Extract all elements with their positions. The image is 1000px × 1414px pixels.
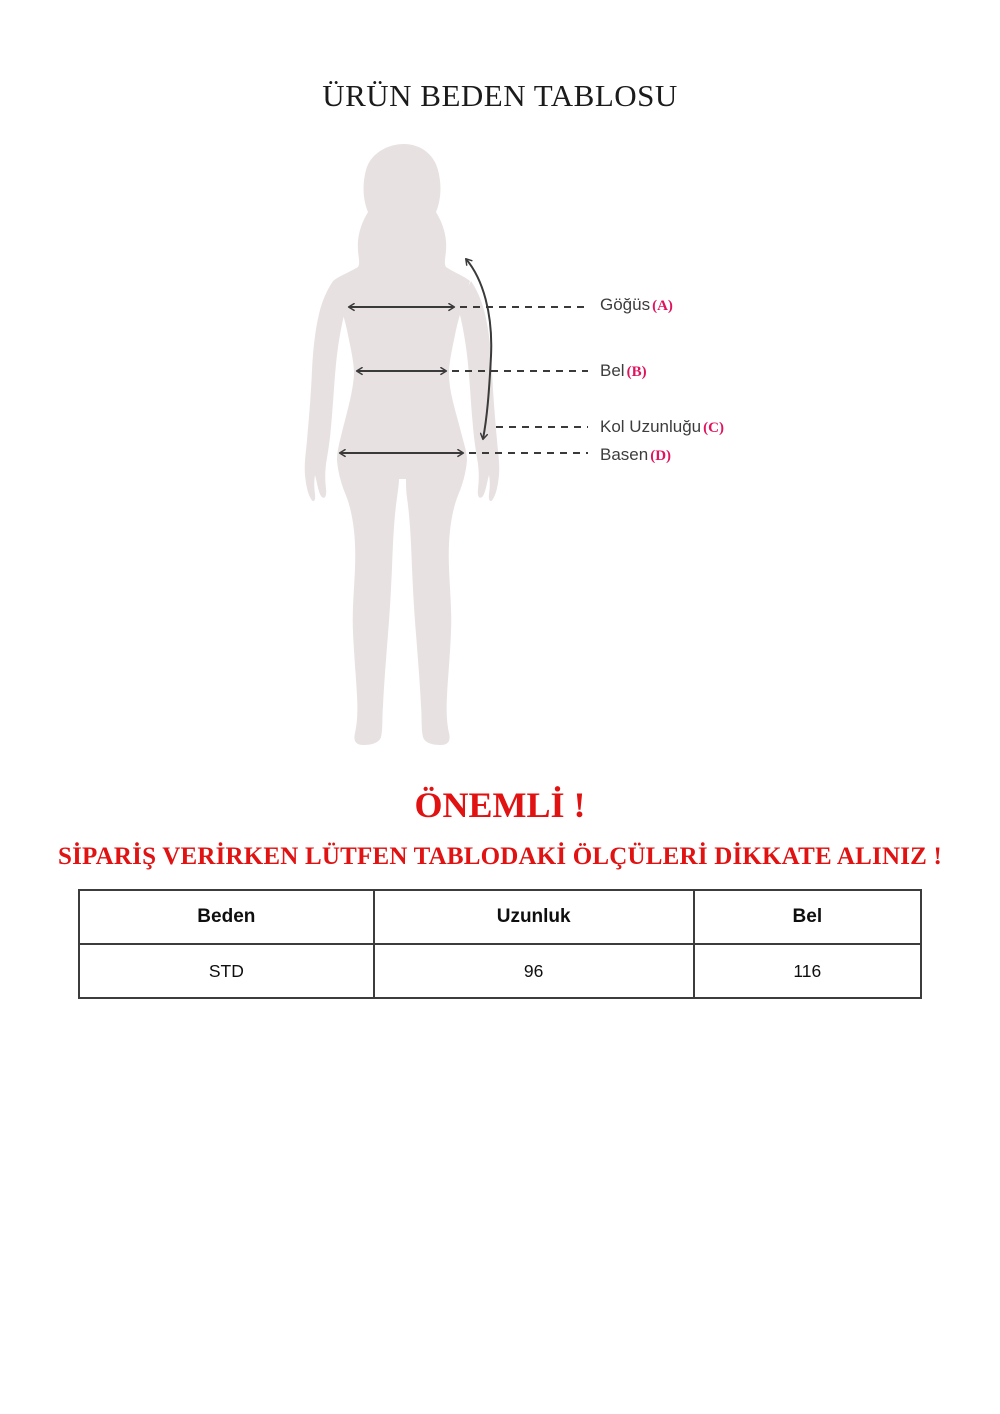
size-table-cell-uzunluk: 96 bbox=[374, 944, 694, 998]
measurement-label-hip bbox=[600, 445, 671, 466]
measurement-label-chest bbox=[600, 295, 673, 316]
size-table-header-uzunluk: Uzunluk bbox=[374, 890, 694, 944]
size-table-cell-beden: STD bbox=[79, 944, 374, 998]
size-table bbox=[78, 889, 922, 999]
measurement-letter: (C) bbox=[703, 420, 724, 436]
size-table-row bbox=[79, 944, 921, 998]
size-table-cell-bel: 116 bbox=[694, 944, 921, 998]
size-table-header-beden: Beden bbox=[79, 890, 374, 944]
size-table-header-row bbox=[79, 890, 921, 944]
measurement-name: Kol Uzunluğu bbox=[600, 417, 702, 436]
page-title: ÜRÜN BEDEN TABLOSU bbox=[322, 78, 678, 113]
female-silhouette-icon bbox=[305, 144, 500, 745]
important-heading: ÖNEMLİ ! bbox=[414, 785, 586, 825]
measurement-name: Göğüs bbox=[600, 295, 651, 314]
silhouette-body bbox=[333, 144, 470, 745]
measurement-label-arm-length bbox=[600, 417, 724, 438]
size-table-header-bel: Bel bbox=[694, 890, 921, 944]
measurement-letter: (D) bbox=[650, 448, 672, 464]
measurement-name: Bel bbox=[600, 361, 625, 380]
measurement-label-waist bbox=[600, 361, 647, 382]
warning-text: SİPARİŞ VERİRKEN LÜTFEN TABLODAKİ ÖLÇÜLERİ DİKKATE ALINIZ ! bbox=[58, 843, 942, 870]
measurement-name: Basen bbox=[600, 445, 649, 464]
measurement-letter: (A) bbox=[652, 298, 673, 314]
measurement-letter: (B) bbox=[626, 364, 647, 380]
